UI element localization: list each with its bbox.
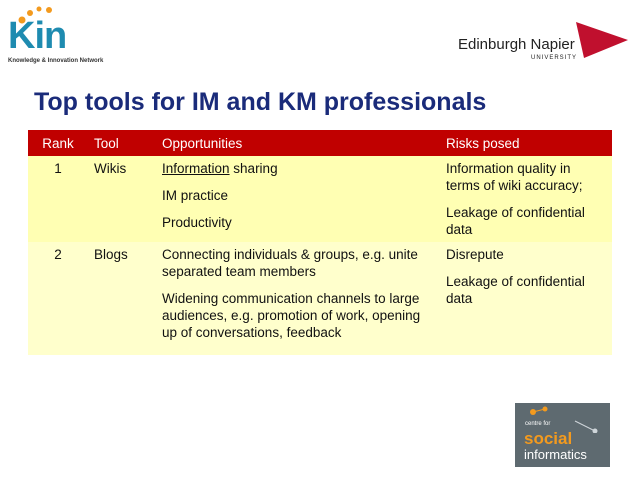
table-row bbox=[28, 156, 612, 242]
napier-logo-name: Edinburgh Napier bbox=[458, 36, 575, 53]
kin-logo-word: Kin bbox=[8, 15, 67, 57]
cell-rank: 2 bbox=[54, 247, 62, 262]
cell-rank: 1 bbox=[54, 161, 62, 176]
header-risks: Risks posed bbox=[446, 135, 520, 151]
opportunity-item bbox=[162, 160, 434, 177]
header-tool: Tool bbox=[94, 135, 119, 151]
risk-item: Leakage of confidential data bbox=[446, 205, 585, 237]
opportunity-item: Connecting individuals & groups, e.g. unite separated team members bbox=[162, 247, 418, 279]
csi-logo-small-text: centre for bbox=[525, 421, 551, 427]
cell-risks bbox=[440, 156, 612, 242]
header-rank: Rank bbox=[42, 135, 74, 151]
opportunity-underlined-word: Information bbox=[162, 161, 230, 176]
cell-opportunities bbox=[156, 242, 440, 355]
page-title: Top tools for IM and KM professionals bbox=[34, 88, 487, 116]
table-row bbox=[28, 242, 612, 355]
centre-for-social-informatics-logo bbox=[515, 403, 610, 467]
csi-logo-social: social bbox=[524, 429, 573, 448]
risk-item: Leakage of confidential data bbox=[446, 274, 585, 306]
cell-risks bbox=[440, 242, 612, 355]
cell-tool: Wikis bbox=[94, 161, 127, 176]
cell-tool: Blogs bbox=[94, 247, 128, 262]
opportunity-item: IM practice bbox=[162, 188, 229, 203]
table-header-row bbox=[28, 130, 612, 156]
napier-logo-university: UNIVERSITY bbox=[531, 55, 578, 61]
napier-flag-icon bbox=[576, 22, 628, 62]
cell-opportunities bbox=[156, 156, 440, 242]
opportunity-item: Productivity bbox=[162, 215, 232, 230]
tools-table bbox=[28, 130, 612, 355]
kin-logo bbox=[6, 4, 106, 70]
header-opportunities: Opportunities bbox=[162, 135, 243, 151]
csi-logo-informatics: informatics bbox=[524, 447, 587, 462]
risk-item: Disrepute bbox=[446, 247, 504, 262]
kin-logo-tagline: Knowledge & Innovation Network bbox=[8, 58, 104, 64]
opportunity-rest: sharing bbox=[229, 161, 278, 176]
risk-item: Information quality in terms of wiki accuracy; bbox=[446, 161, 583, 193]
opportunity-item: Widening communication channels to large audiences, e.g. promotion of work, opening up of conversations, feedback bbox=[162, 291, 421, 340]
napier-logo bbox=[458, 22, 628, 70]
